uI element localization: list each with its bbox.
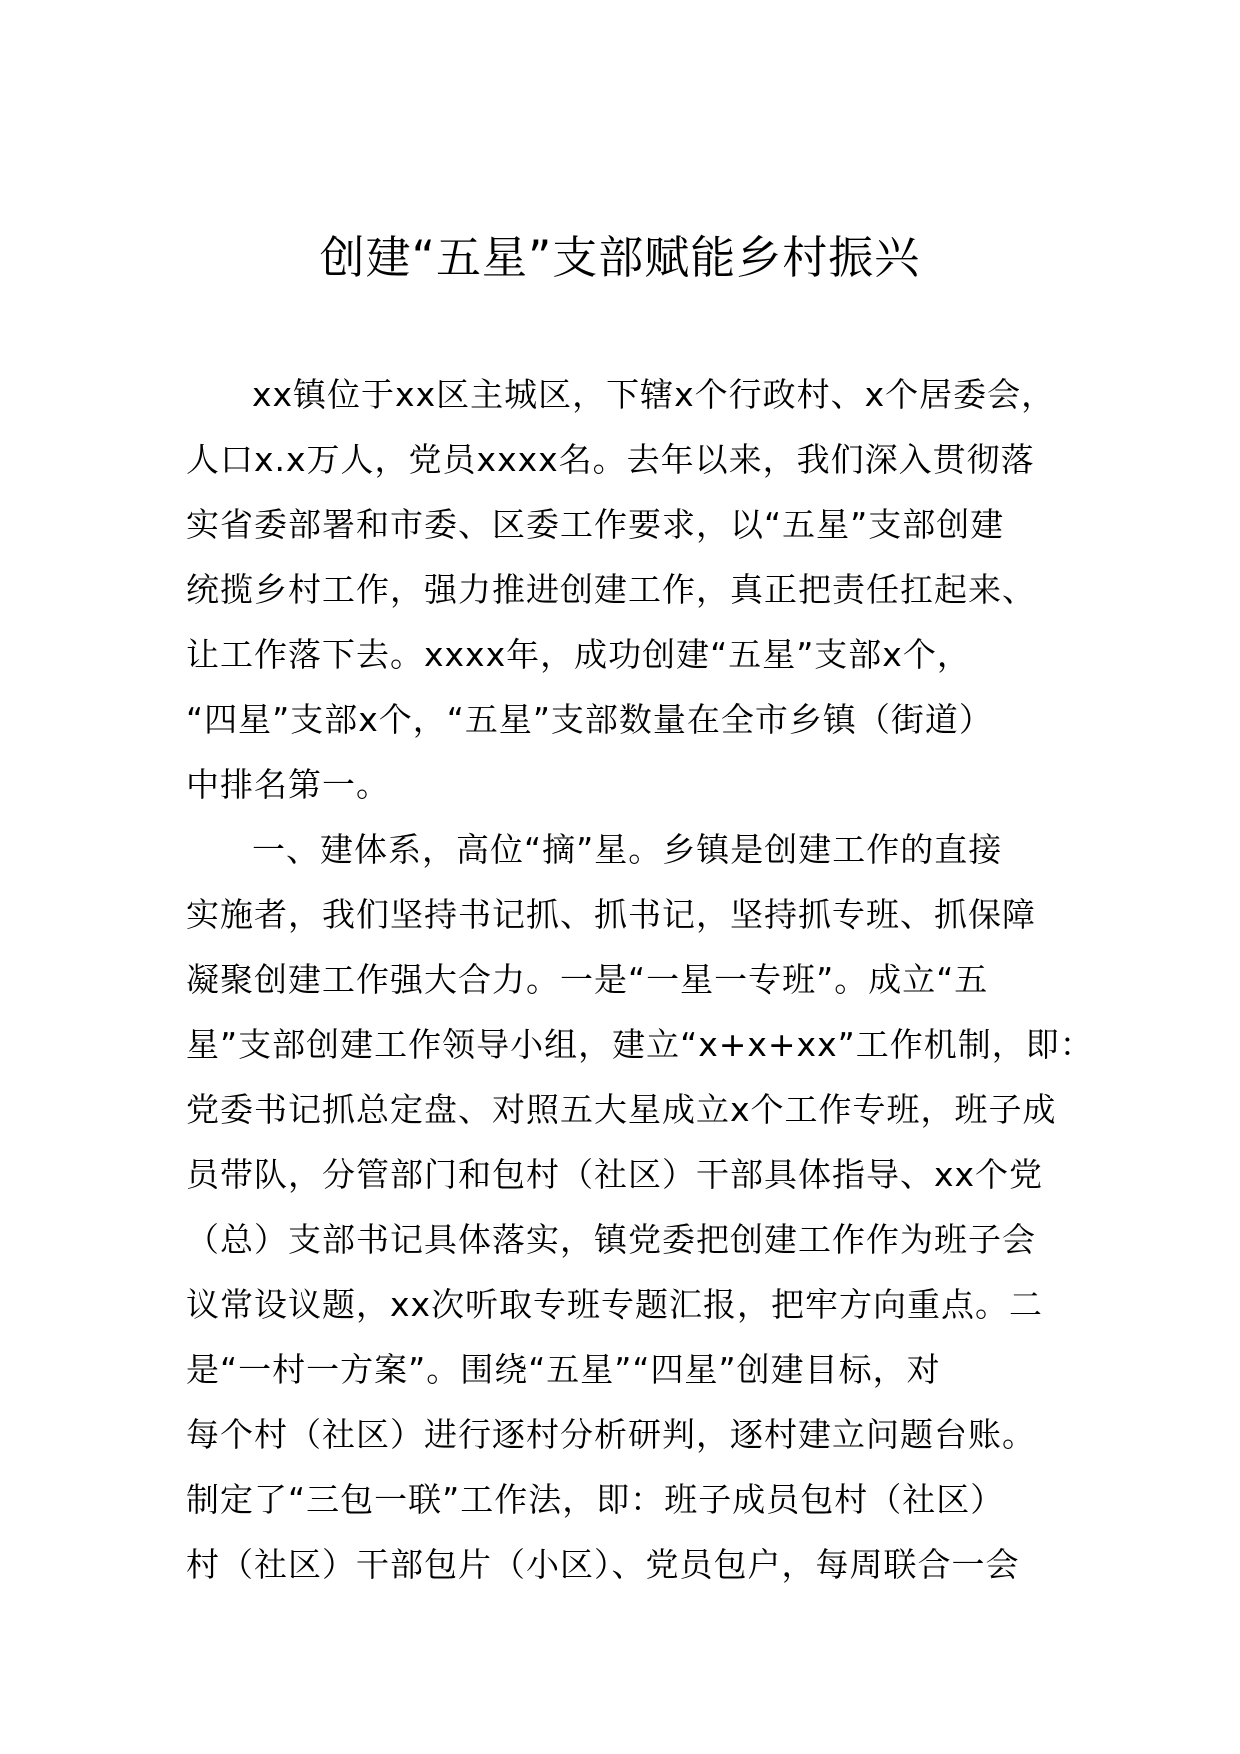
paragraph-line: 中排名第一。 [186,765,390,804]
paragraph-line: 实省委部署和市委、区委工作要求，以“五星”支部创建 [186,505,1005,544]
paragraph-line: xx镇位于xx区主城区，下辖x个行政村、x个居委会， [252,375,1056,414]
paragraph-line: “四星”支部x个，“五星”支部数量在全市乡镇（街道） [186,700,993,739]
paragraph-line: 是“一村一方案”。围绕“五星”“四星”创建目标，对 [186,1350,941,1389]
paragraph-line: 星”支部创建工作领导小组，建立“x+x+xx”工作机制，即： [186,1025,1094,1064]
paragraph-line: 让工作落下去。xxxx年，成功创建“五星”支部x个， [186,635,971,674]
paragraph-line: 制定了“三包一联”工作法，即：班子成员包村（社区） [186,1480,1005,1519]
paragraph-line: 实施者，我们坚持书记抓、抓书记，坚持抓专班、抓保障 [186,895,1036,934]
paragraph-line: 凝聚创建工作强大合力。一是“一星一专班”。成立“五 [186,960,989,999]
document-body [186,362,1094,1597]
paragraph-line: 议常设议题，xx次听取专班专题汇报，把牢方向重点。二 [186,1285,1044,1324]
paragraph-line: （总）支部书记具体落实，镇党委把创建工作作为班子会 [186,1220,1036,1259]
paragraph-line: 一、建体系，高位“摘”星。乡镇是创建工作的直接 [252,830,1003,869]
paragraph-line: 人口x.x万人，党员xxxx名。去年以来，我们深入贯彻落 [186,440,1035,479]
paragraph-line: 统揽乡村工作，强力推进创建工作，真正把责任扛起来、 [186,570,1036,609]
paragraph-line: 党委书记抓总定盘、对照五大星成立x个工作专班，班子成 [186,1090,1057,1129]
document-title: 创建“五星”支部赋能乡村振兴 [319,231,921,284]
paragraph-line: 每个村（社区）进行逐村分析研判，逐村建立问题台账。 [186,1415,1036,1454]
paragraph-line: 村（社区）干部包片（小区）、党员包户，每周联合一会 [186,1545,1020,1584]
paragraph-line: 员带队，分管部门和包村（社区）干部具体指导、xx个党 [186,1155,1044,1194]
